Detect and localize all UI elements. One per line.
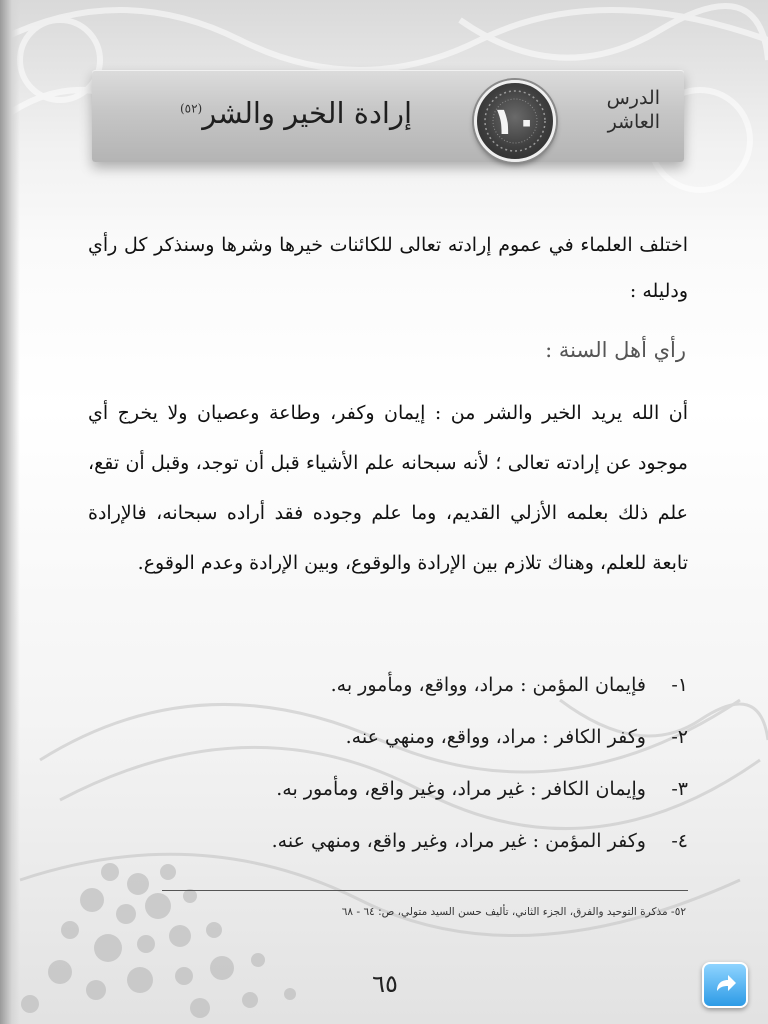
intro-paragraph: اختلف العلماء في عموم إرادته تعالى للكائنات خيرها وشرها وسنذكر كل رأي ودليله :: [88, 234, 688, 302]
list-item: [128, 716, 688, 768]
footnote-divider: [162, 890, 688, 891]
lesson-label: [580, 86, 660, 134]
list-item-text: وكفر الكافر : مراد، وواقع، ومنهي عنه.: [345, 726, 646, 748]
lesson-label-line1: الدرس: [606, 87, 660, 109]
lesson-medallion-icon: [474, 80, 556, 162]
lesson-header: [92, 70, 684, 162]
list-item-number: ٢-: [671, 726, 688, 748]
next-page-button[interactable]: [702, 962, 748, 1008]
list-item: [128, 768, 688, 820]
next-arrow-icon: [711, 971, 739, 999]
list-item-text: وإيمان الكافر : غير مراد، وغير واقع، ومأمور به.: [276, 778, 646, 800]
list-item-number: ٤-: [671, 830, 688, 852]
section-heading: رأي أهل السنة :: [545, 338, 686, 362]
lesson-number: ١٠: [491, 99, 539, 143]
lesson-title: [180, 96, 412, 130]
list-item-text: وكفر المؤمن : غير مراد، وغير واقع، ومنهي عنه.: [271, 830, 646, 852]
lesson-title-text: إرادة الخير والشر: [202, 96, 412, 130]
page-number: ٦٥: [372, 970, 398, 998]
list-item: [128, 820, 688, 872]
list-item: [128, 664, 688, 716]
lesson-label-line2: العاشر: [607, 111, 660, 133]
cases-list: [128, 664, 688, 872]
footnote-reference[interactable]: (٥٢): [179, 101, 203, 116]
section-paragraph: أن الله يريد الخير والشر من : إيمان وكفر، وطاعة وعصيان ولا يخرج أي موجود عن إرادته تعالى ؛ لأنه سبحانه علم الأشياء قبل أن توجد، وقبل أن تقع، علم ذلك بعلمه الأزلي القديم، وما علم وجوده فقد أراده سبحانه، فالإرادة تابعة للعلم، وهناك تلازم بين الإرادة والوقوع، وبين الإرادة وعدم الوقوع.: [88, 402, 688, 574]
list-item-number: ٣-: [671, 778, 688, 800]
list-item-text: فإيمان المؤمن : مراد، وواقع، ومأمور به.: [330, 674, 646, 696]
footnote: ٥٢- مذكرة التوحيد والفرق، الجزء الثاني، تأليف حسن السيد متولي، ص: ٦٤ - ٦٨: [341, 906, 686, 918]
list-item-number: ١-: [671, 674, 688, 696]
page-edge-shadow: [0, 0, 20, 1024]
